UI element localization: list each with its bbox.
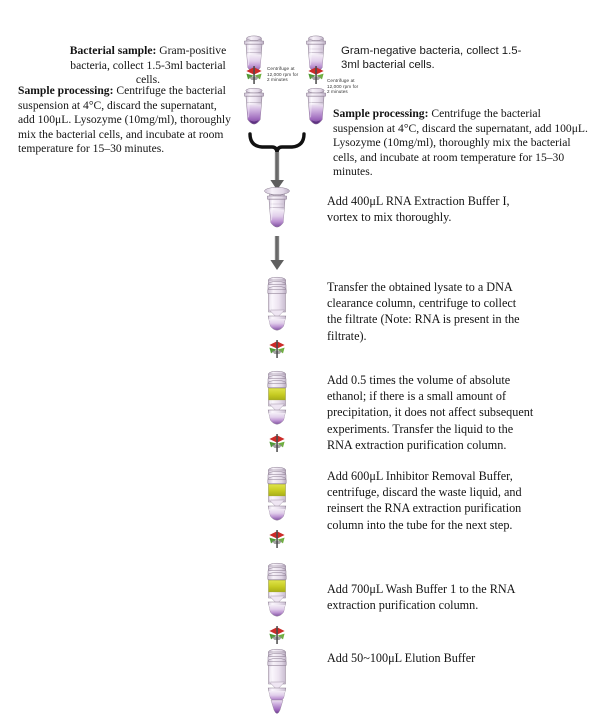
left-sample-label-rest: Gram-positive bacteria, collect 1.5-3ml bacterial cells. <box>70 44 227 87</box>
step-column-inhibitor-removal <box>268 467 286 520</box>
right-branch-tube-pellet <box>306 88 325 124</box>
right-centrifuge-note: Centrifuge at 12,000 rpm for 2 minutes <box>327 78 359 95</box>
step-text-rna-extraction-buffer: Add 400μL RNA Extraction Buffer I, vortex to mix thoroughly. <box>327 194 510 225</box>
arrow-step1-to-step2 <box>270 236 284 270</box>
left-processing-rest: Centrifuge the bacterial suspension at 4°C, discard the supernatant, add 100μL. Lysozyme (10mg/ml), thoroughly mix the bacterial cells, and incubate at room temperature for 15–30 minutes. <box>18 84 231 156</box>
step-column-elution-buffer <box>268 649 286 713</box>
step-text-absolute-ethanol: Add 0.5 times the volume of absolute ethanol; if there is a small amount of precipitation, it does not affect subsequent experiments. Transfer the liquid to the RNA extraction purification column. <box>327 373 534 452</box>
step-column-absolute-ethanol <box>268 371 286 424</box>
step-column-dna-clearance <box>268 277 286 330</box>
left-sample-label <box>68 44 228 88</box>
left-centrifuge-note: Centrifuge at 12,000 rpm for 2 minutes <box>267 66 299 83</box>
left-branch-tube-pellet <box>244 88 263 124</box>
step-text-dna-clearance-column: Transfer the obtained lysate to a DNA clearance column, centrifuge to collect the filtrate (Note: RNA is present in the filtrate). <box>327 280 520 343</box>
left-processing-bold: Sample processing: <box>18 84 114 97</box>
right-processing-bold: Sample processing: <box>333 107 429 120</box>
step-column-wash-buffer <box>268 563 286 616</box>
arrow-brace-to-step1 <box>270 152 284 190</box>
centrifuge-rotor-icon-step5 <box>269 626 284 644</box>
left-sample-label-bold: Bacterial sample: <box>69 44 157 57</box>
step-text-elution-buffer: Add 50~100μL Elution Buffer <box>327 651 476 665</box>
left-sample-processing <box>18 84 233 157</box>
step-text-inhibitor-removal-buffer: Add 600μL Inhibitor Removal Buffer, centrifuge, discard the waste liquid, and reinsert the RNA extraction purification column into the tube for the next step. <box>327 469 522 532</box>
merge-brace-icon <box>250 134 304 153</box>
centrifuge-rotor-icon-step4 <box>269 530 284 548</box>
step-text-wash-buffer-1: Add 700μL Wash Buffer 1 to the RNA extraction purification column. <box>327 582 515 613</box>
centrifuge-rotor-icon-step2 <box>269 340 284 358</box>
right-processing-rest: Centrifuge the bacterial suspension at 4°C, discard the supernatant, add 100μL. Lysozyme (10mg/ml), thoroughly mix the bacterial cells, and incubate at room temperature for 15–30 minutes. <box>333 107 588 179</box>
right-sample-processing <box>333 107 591 180</box>
centrifuge-rotor-icon-step3 <box>269 434 284 452</box>
step-tube-rna-extraction-buffer <box>265 187 290 227</box>
right-sample-label: Gram-negative bacteria, collect 1.5-3ml bacterial cells. <box>341 45 522 72</box>
